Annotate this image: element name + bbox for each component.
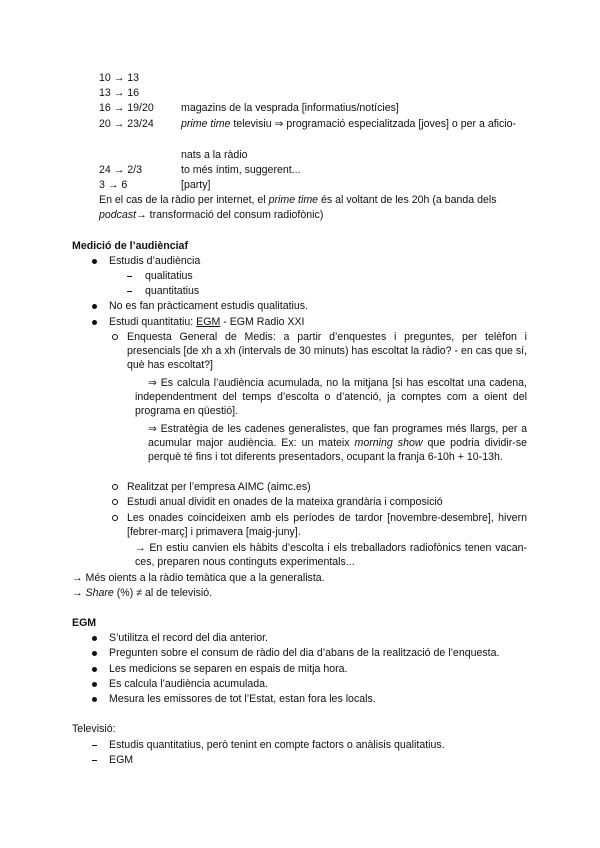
- sub-item: Estudi anual dividit en onades de la mateixa grandària i composició: [127, 496, 443, 508]
- list-item: No es fan pràcticament estudis qualitatius.: [109, 300, 309, 312]
- list-item: S’utilitza el record del dia anterior.: [109, 632, 268, 644]
- sub-item: qualitatius: [145, 270, 193, 282]
- bullet-icon: [92, 636, 97, 641]
- bullet-icon: [92, 651, 97, 656]
- thematic-note: → Més oients a la ràdio temàtica que a la generalista.: [72, 572, 325, 584]
- dash-icon: [92, 760, 97, 761]
- egm-link[interactable]: EGM: [196, 316, 221, 328]
- sub-item: Realitzat per l’empresa AIMC (aimc.es): [127, 481, 311, 493]
- list-item: Es calcula l’audiència acumulada.: [109, 678, 268, 690]
- sub-item: quantitatius: [145, 285, 200, 297]
- cumulative-audience-note: ⇒ Es calcula l’audiència acumulada, no la mitjana [si has escoltat una cadena, independentment del temps d’escolta o d’atenció, ja comptes com a oient del programa en qüestió].: [135, 377, 527, 417]
- list-item: [109, 315, 305, 329]
- schedule-text-rest: televisiu ⇒ programació especialitzada [joves] o per a aficio-: [230, 118, 517, 130]
- schedule-text-continued: nats a la ràdio: [181, 149, 248, 161]
- bullet-icon: [92, 259, 97, 264]
- internet-note: [99, 193, 526, 207]
- text: →: [72, 587, 86, 599]
- circle-bullet-icon: [112, 334, 118, 340]
- schedule-text: [party]: [181, 179, 211, 191]
- bullet-icon: [92, 320, 97, 325]
- bullet-icon: [92, 304, 97, 309]
- circle-bullet-icon: [112, 515, 118, 521]
- list-item: Estudis d’audiència: [109, 255, 201, 267]
- egm-description: Enquesta General de Medis: a partir d’enquestes i preguntes, per telèfon i presencials [de xh a xh (intervals de 30 minuts) has escoltat la ràdio? - en cas que sí, què has escoltat?]: [127, 331, 527, 371]
- schedule-text: [181, 117, 526, 131]
- schedule-range: 24 → 2/3: [99, 164, 142, 176]
- dash-icon: [127, 291, 132, 292]
- text: ⇒ Estratègia de les cadenes generalistes, que fan programes més llargs, per a acumular major audiència. Ex: un mateix: [148, 423, 527, 449]
- schedule-range: 20 → 23/24: [99, 118, 154, 130]
- section-heading: Televisió:: [72, 723, 116, 735]
- dash-icon: [92, 745, 97, 746]
- text: que podria dividir-se perquè té fins i tot diferents presentadors, ocupant la franja 6-10h + 10-13h.: [148, 437, 528, 463]
- schedule-text: to més íntim, suggerent...: [181, 164, 301, 176]
- emphasis: podcast: [99, 209, 137, 221]
- text: Estudi quantitatiu:: [109, 316, 197, 328]
- emphasis: prime time: [268, 194, 319, 206]
- list-item: EGM: [109, 754, 134, 766]
- emphasis: prime time: [181, 118, 231, 130]
- sub-item: Les onades coincideixen amb els períodes de tardor [novembre-desembre], hivern [febrer-març] i primavera [maig-juny].: [127, 512, 527, 538]
- schedule-range: 10 → 13: [99, 72, 140, 84]
- emphasis: Share: [85, 587, 114, 599]
- text: En el cas de la ràdio per internet, el: [99, 194, 269, 206]
- bullet-icon: [92, 682, 97, 687]
- text: → transformació del consum radiofònic): [136, 209, 324, 221]
- schedule-range: 3 → 6: [99, 179, 128, 191]
- section-heading: Medició de l’audiènciaf: [72, 240, 188, 252]
- list-item: Estudis quantitatius, però tenint en compte factors o anàlisis qualitatius.: [109, 739, 445, 751]
- text: és al voltant de les 20h (a banda dels: [318, 194, 497, 206]
- internet-note-line2: [99, 208, 323, 222]
- list-item: Mesura les emissores de tot l’Estat, estan fora les locals.: [109, 693, 376, 705]
- circle-bullet-icon: [112, 484, 118, 490]
- text: (%) ≠ al de televisió.: [113, 587, 213, 599]
- emphasis: morning show: [354, 437, 423, 449]
- list-item: Les medicions se separen en espais de mitja hora.: [109, 663, 348, 675]
- dash-icon: [127, 276, 132, 277]
- strategy-note: [148, 422, 527, 464]
- circle-bullet-icon: [112, 499, 118, 505]
- schedule-text: magazins de la vesprada [informatius/notícies]: [181, 102, 399, 114]
- share-note: [72, 586, 212, 600]
- schedule-range: 13 → 16: [99, 87, 140, 99]
- section-heading: EGM: [72, 617, 97, 629]
- summer-note: → En estiu canvien els hàbits d’escolta i els treballadors radiofònics tenen vacan- ces, preparen nous continguts experimentals...: [135, 542, 527, 568]
- bullet-icon: [92, 667, 97, 672]
- schedule-range: 16 → 19/20: [99, 102, 154, 114]
- bullet-icon: [92, 697, 97, 702]
- list-item: Pregunten sobre el consum de ràdio del dia d’abans de la realització de l’enquesta.: [109, 647, 500, 659]
- text: - EGM Radio XXI: [220, 316, 305, 328]
